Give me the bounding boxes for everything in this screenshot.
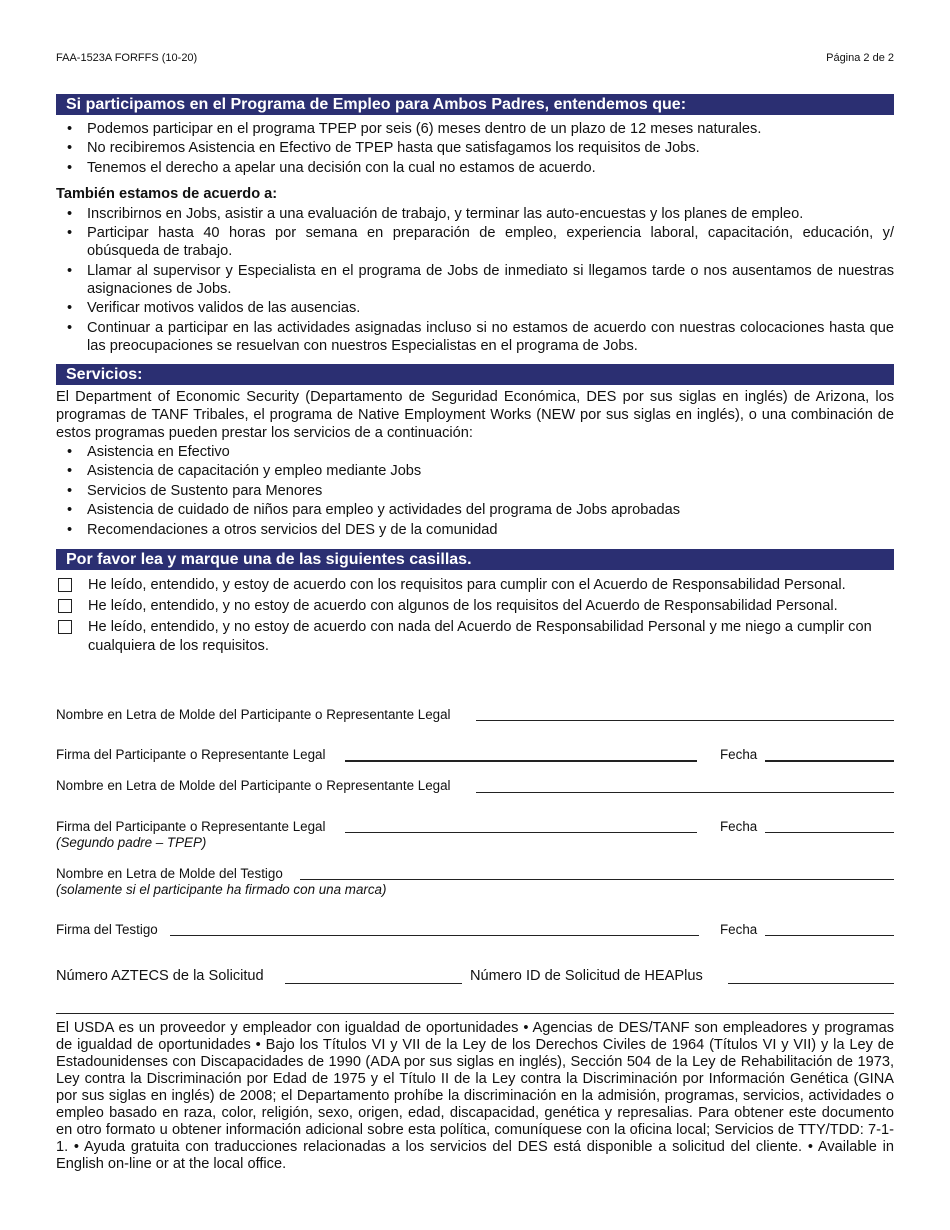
date-1-label: Fecha <box>720 747 758 762</box>
services-intro: El Department of Economic Security (Departamento de Seguridad Económica, DES por sus siglas en inglés) de Arizona, los programas de TANF Tribales, el programa de Native Employment Works (NEW por sus siglas en inglés), o una combinación de estos programas pueden prestar los servicios de a continuación: <box>56 389 894 441</box>
witness-signature-field[interactable] <box>170 935 699 936</box>
checkbox[interactable] <box>58 620 72 634</box>
print-name-2-label: Nombre en Letra de Molde del Participante o Representante Legal <box>56 778 451 793</box>
page-header <box>56 52 894 64</box>
signature-2-note: (Segundo padre – TPEP) <box>56 835 207 850</box>
witness-name-label: Nombre en Letra de Molde del Testigo <box>56 866 283 881</box>
also-agree-heading: También estamos de acuerdo a: <box>56 186 278 202</box>
date-2-label: Fecha <box>720 819 758 834</box>
section-title-checkboxes: Por favor lea y marque una de las siguientes casillas. <box>56 549 894 570</box>
date-3-label: Fecha <box>720 922 758 937</box>
list-item: • Llamar al supervisor y Especialista en el programa de Jobs de inmediato si llegamos tarde o nos ausentamos de nuestras asignaciones de Jobs. <box>56 262 894 298</box>
list-item: • Servicios de Sustento para Menores <box>56 482 894 500</box>
nondiscrimination-notice: El USDA es un proveedor y empleador con igualdad de oportunidades • Agencias de DES/TANF son empleadores y programas de igualdad de oportunidades • Bajo los Títulos VI y VII de la Ley de los Derechos Civiles de 1964 (Títulos VI y VII) y la Ley de Estadounidenses con Discapacidades de 1990 (ADA por sus siglas en inglés), Sección 504 de la Ley de Rehabilitación de 1973, Ley contra la Discriminación por Edad de 1975 y el Título II de la Ley contra la Discriminación por Información Genética (GINA por sus siglas en inglés) de 2008; el Departamento prohíbe la discriminación en la admisión, programas, servicios, actividades o empleo basado en raza, color, religión, sexo, origen, edad, discapacidad, genética y represalias. Para obtener este documento en otro formato u obtener información adicional sobre esta política, comuníquese con la oficina local; Servicios de TTY/TDD: 7-1-1. • Ayuda gratuita con traducciones relacionadas a los servicios del DES está disponible a solicitud del cliente. • Available in English on-line or at the local office. <box>56 1020 894 1172</box>
list-item: • Asistencia de cuidado de niños para empleo y actividades del programa de Jobs aprobadas <box>56 501 894 519</box>
checkbox-label: He leído, entendido, y estoy de acuerdo con los requisitos para cumplir con el Acuerdo de Responsabilidad Personal. <box>88 577 846 593</box>
witness-name-note: (solamente si el participante ha firmado con una marca) <box>56 882 387 897</box>
list-item: • Asistencia de capacitación y empleo mediante Jobs <box>56 462 894 480</box>
list-item: • No recibiremos Asistencia en Efectivo de TPEP hasta que satisfagamos los requisitos de Jobs. <box>56 139 894 157</box>
signature-1-label: Firma del Participante o Representante Legal <box>56 747 326 762</box>
list-item: • Podemos participar en el programa TPEP por seis (6) meses dentro de un plazo de 12 meses naturales. <box>56 120 894 138</box>
aztecs-number-label: Número AZTECS de la Solicitud <box>56 968 264 984</box>
section-title-services: Servicios: <box>56 364 894 385</box>
checkbox-label: He leído, entendido, y no estoy de acuerdo con algunos de los requisitos del Acuerdo de Responsabilidad Personal. <box>88 598 838 614</box>
list-item: • Continuar a participar en las actividades asignadas incluso si no estamos de acuerdo con nuestras colocaciones hasta que las preocupaciones se resuelvan con nuestros Especialistas en el programa de Jobs. <box>56 319 894 355</box>
witness-signature-label: Firma del Testigo <box>56 922 158 937</box>
witness-name-field[interactable] <box>300 879 894 880</box>
services-list <box>56 443 894 540</box>
signature-2-block <box>56 819 325 851</box>
date-2-field[interactable] <box>765 832 894 833</box>
list-item: • Tenemos el derecho a apelar una decisión con la cual no estamos de acuerdo. <box>56 159 894 177</box>
print-name-1-label: Nombre en Letra de Molde del Participante o Representante Legal <box>56 707 451 722</box>
print-name-2-field[interactable] <box>476 792 894 793</box>
checkbox-option-agree[interactable] <box>56 576 894 595</box>
witness-name-block <box>56 866 386 898</box>
page-number: Página 2 de 2 <box>826 52 894 64</box>
heaplus-id-field[interactable] <box>728 983 894 984</box>
print-name-1-field[interactable] <box>476 720 894 721</box>
aztecs-number-field[interactable] <box>285 983 462 984</box>
list-item: • Inscribirnos en Jobs, asistir a una evaluación de trabajo, y terminar las auto-encuestas y los planes de empleo. <box>56 205 894 223</box>
checkbox-option-refuse[interactable] <box>56 618 894 656</box>
checkbox-label: He leído, entendido, y no estoy de acuerdo con nada del Acuerdo de Responsabilidad Personal y me niego a cumplir con cualquiera de los requisitos. <box>88 619 872 654</box>
list-item: • Verificar motivos validos de las ausencias. <box>56 299 894 317</box>
date-1-field[interactable] <box>765 760 894 762</box>
signature-2-field[interactable] <box>345 832 697 833</box>
signature-2-label: Firma del Participante o Representante Legal <box>56 819 326 834</box>
list-item: • Recomendaciones a otros servicios del DES y de la comunidad <box>56 521 894 539</box>
form-id: FAA-1523A FORFFS (10-20) <box>56 52 198 64</box>
list-item: • Asistencia en Efectivo <box>56 443 894 461</box>
section-title-tpep: Si participamos en el Programa de Empleo para Ambos Padres, entendemos que: <box>56 94 894 115</box>
footer-divider <box>56 1013 894 1014</box>
date-3-field[interactable] <box>765 935 894 936</box>
signature-1-field[interactable] <box>345 760 697 762</box>
also-agree-list <box>56 205 894 356</box>
heaplus-id-label: Número ID de Solicitud de HEAPlus <box>470 968 703 984</box>
tpep-list <box>56 120 894 178</box>
checkbox[interactable] <box>58 578 72 592</box>
checkbox[interactable] <box>58 599 72 613</box>
checkbox-option-partial-disagree[interactable] <box>56 597 894 616</box>
list-item: • Participar hasta 40 horas por semana en preparación de empleo, experiencia laboral, capacitación, educación, y/ obúsqueda de trabajo. <box>56 224 894 260</box>
